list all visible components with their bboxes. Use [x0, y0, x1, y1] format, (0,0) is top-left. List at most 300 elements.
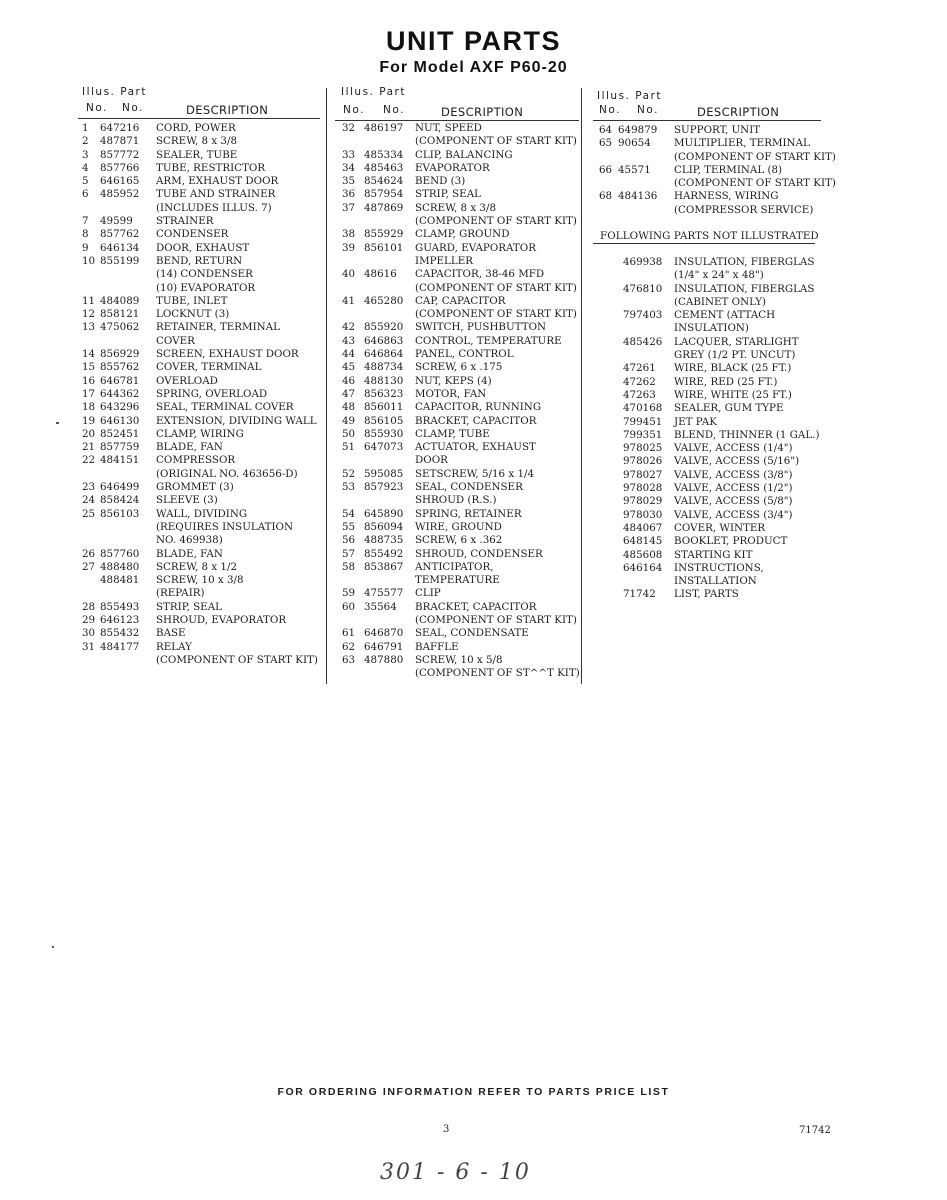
- part-description: VALVE, ACCESS (5/8"): [674, 495, 793, 508]
- scan-speck: [52, 946, 54, 948]
- part-number: 855432: [100, 627, 140, 640]
- part-number: 485334: [364, 148, 404, 161]
- part-number: 488481: [100, 574, 140, 587]
- part-description: SEALER, GUM TYPE: [674, 402, 784, 415]
- not-illustrated-rows: [593, 256, 833, 602]
- part-row: [335, 534, 581, 547]
- part-row: [335, 228, 581, 241]
- part-description: MOTOR, FAN: [415, 387, 487, 400]
- part-row: [78, 268, 320, 281]
- part-description: SCREW, 8 x 3/8: [415, 201, 497, 214]
- illus-number: 29: [82, 613, 96, 626]
- part-description: CLIP: [415, 587, 441, 600]
- not-illustrated-row: [593, 256, 833, 269]
- illus-number: 49: [342, 414, 356, 427]
- header-illus-no: No.: [599, 104, 621, 116]
- illus-number: 7: [82, 215, 89, 228]
- part-description: BRACKET, CAPACITOR: [415, 600, 537, 613]
- part-number: 646130: [100, 414, 140, 427]
- part-description: SCREW, 6 x .362: [415, 534, 503, 547]
- part-description: CAPACITOR, 38-46 MFD: [415, 268, 545, 281]
- illus-number: 5: [82, 175, 89, 188]
- part-row: [335, 175, 581, 188]
- part-row: [335, 654, 581, 667]
- part-description: SHROUD (R.S.): [415, 494, 497, 507]
- part-number: 90654: [618, 137, 651, 150]
- part-number: 488130: [364, 374, 404, 387]
- part-description: CLAMP, WIRING: [156, 427, 244, 440]
- header-part-no: No.: [122, 102, 144, 114]
- part-description: INSULATION, FIBERGLAS: [674, 282, 815, 295]
- part-number: 646134: [100, 241, 140, 254]
- illus-number: 15: [82, 361, 96, 374]
- part-description: (COMPONENT OF ST^^T KIT): [415, 667, 580, 680]
- illus-number: 38: [342, 228, 356, 241]
- part-description: SCREW, 6 x .175: [415, 361, 503, 374]
- header-illus-no: No.: [86, 102, 108, 114]
- part-row: [335, 188, 581, 201]
- part-row: [78, 454, 320, 467]
- part-description: ANTICIPATOR,: [415, 560, 494, 573]
- illus-number: 14: [82, 348, 96, 361]
- part-number: 855929: [364, 228, 404, 241]
- illus-number: 39: [342, 241, 356, 254]
- not-illustrated-row: [593, 522, 833, 535]
- header-part-no: No.: [383, 104, 405, 116]
- part-description: DOOR: [415, 454, 448, 467]
- part-row: [78, 228, 320, 241]
- part-number: 856929: [100, 348, 140, 361]
- part-row: [335, 548, 581, 561]
- part-number: 856323: [364, 387, 404, 400]
- illus-number: 28: [82, 600, 96, 613]
- part-number: 978030: [623, 508, 663, 521]
- header-illus-part: Illus. Part: [82, 86, 147, 98]
- part-description: SPRING, OVERLOAD: [156, 387, 268, 400]
- part-number: 853867: [364, 560, 404, 573]
- illus-number: 32: [342, 122, 356, 134]
- handwritten-note: 301 - 6 - 10: [380, 1160, 531, 1185]
- part-row: [78, 308, 320, 321]
- part-description: CEMENT (ATTACH: [674, 309, 776, 322]
- part-description: CAP, CAPACITOR: [415, 294, 506, 307]
- part-row: [78, 162, 320, 175]
- part-number: 475577: [364, 587, 404, 600]
- part-description: INSULATION, FIBERGLAS: [674, 256, 815, 268]
- part-row: [78, 175, 320, 188]
- illus-number: 1: [82, 122, 89, 134]
- part-description: RETAINER, TERMINAL: [156, 321, 280, 334]
- part-number: 484136: [618, 190, 658, 203]
- not-illustrated-row: [593, 562, 833, 575]
- part-number: 856105: [364, 414, 404, 427]
- not-illustrated-row: [593, 416, 833, 429]
- part-row: [78, 321, 320, 334]
- page-subtitle: For Model AXF P60-20: [379, 59, 568, 76]
- part-row: [78, 508, 320, 521]
- part-row: [78, 441, 320, 454]
- part-row: [78, 627, 320, 640]
- part-number: 469938: [623, 256, 663, 268]
- illus-number: 48: [342, 401, 356, 414]
- part-number: 644362: [100, 387, 140, 400]
- part-number: 978026: [623, 455, 663, 468]
- part-description: COVER, TERMINAL: [156, 361, 262, 374]
- part-row: [335, 521, 581, 534]
- illus-number: 31: [82, 640, 96, 653]
- ordering-note: FOR ORDERING INFORMATION REFER TO PARTS PRICE LIST: [277, 1086, 670, 1098]
- part-number: 649879: [618, 124, 658, 136]
- part-number: 855920: [364, 321, 404, 334]
- illus-number: 8: [82, 228, 89, 241]
- header-rule: [78, 118, 320, 119]
- not-illustrated-row: [593, 455, 833, 468]
- part-row: [335, 441, 581, 454]
- part-number: 487880: [364, 653, 404, 666]
- part-description: COVER, WINTER: [674, 521, 766, 534]
- part-number: 978025: [623, 442, 663, 455]
- part-row: [78, 335, 320, 348]
- part-number: 485952: [100, 188, 140, 201]
- part-description: BLEND, THINNER (1 GAL.): [674, 428, 820, 441]
- part-row: [335, 601, 581, 614]
- part-description: BOOKLET, PRODUCT: [674, 535, 788, 548]
- part-description: HARNESS, WIRING: [674, 190, 779, 203]
- illus-number: 2: [82, 135, 89, 148]
- part-row: [78, 388, 320, 401]
- part-description: ACTUATOR, EXHAUST: [415, 441, 536, 454]
- part-row: [78, 401, 320, 414]
- part-row: [78, 122, 320, 135]
- part-row: [335, 587, 581, 600]
- part-description: CLAMP, TUBE: [415, 427, 490, 440]
- illus-number: 52: [342, 467, 356, 480]
- part-description: VALVE, ACCESS (1/4"): [674, 442, 793, 455]
- illus-number: 11: [82, 294, 96, 307]
- not-illustrated-row: [593, 349, 833, 362]
- part-number: 476810: [623, 282, 663, 295]
- part-number: 857772: [100, 148, 140, 161]
- part-description: DOOR, EXHAUST: [156, 241, 250, 254]
- part-description: INSTALLATION: [674, 575, 757, 588]
- part-description: WIRE, WHITE (25 FT.): [674, 388, 792, 401]
- part-description: SWITCH, PUSHBUTTON: [415, 321, 547, 334]
- illus-number: 44: [342, 348, 356, 361]
- part-description: PANEL, CONTROL: [415, 348, 514, 361]
- parts-rows-1: [78, 122, 320, 667]
- illus-number: 50: [342, 427, 356, 440]
- part-number: 978027: [623, 468, 663, 481]
- illus-number: 61: [342, 627, 356, 640]
- illus-number: 45: [342, 361, 356, 374]
- part-description: (REQUIRES INSULATION: [156, 520, 293, 533]
- part-row: [335, 149, 581, 162]
- part-row: [335, 627, 581, 640]
- part-number: 855493: [100, 600, 140, 613]
- part-number: 855492: [364, 547, 404, 560]
- part-description: SEAL, TERMINAL COVER: [156, 401, 294, 414]
- not-illustrated-row: [593, 495, 833, 508]
- illus-number: 17: [82, 387, 96, 400]
- part-row: [335, 468, 581, 481]
- part-description: (COMPONENT OF START KIT): [415, 308, 577, 321]
- part-row: [335, 614, 581, 627]
- part-row: [335, 375, 581, 388]
- part-description: TUBE, RESTRICTOR: [156, 161, 266, 174]
- part-row: [335, 162, 581, 175]
- part-number: 646499: [100, 481, 140, 494]
- part-description: SCREW, 8 x 1/2: [156, 560, 238, 573]
- part-row: [335, 388, 581, 401]
- part-row: [335, 135, 581, 148]
- part-number: 978028: [623, 482, 663, 495]
- part-number: 646791: [364, 640, 404, 653]
- part-description: SCREW, 10 x 3/8: [156, 574, 244, 587]
- illus-number: 58: [342, 560, 356, 573]
- part-number: 646164: [623, 561, 663, 574]
- part-number: 647073: [364, 441, 404, 454]
- part-number: 484177: [100, 640, 140, 653]
- part-row: [335, 268, 581, 281]
- part-description: GUARD, EVAPORATOR: [415, 241, 536, 254]
- illus-number: 21: [82, 441, 96, 454]
- part-number: 646863: [364, 334, 404, 347]
- illus-number: 3: [82, 148, 89, 161]
- illus-number: 22: [82, 454, 96, 467]
- part-row: [78, 255, 320, 268]
- part-row: [593, 204, 833, 217]
- part-row: [335, 508, 581, 521]
- part-description: INSULATION): [674, 322, 749, 335]
- part-description: SUPPORT, UNIT: [674, 124, 761, 136]
- part-row: [593, 164, 833, 177]
- part-row: [78, 375, 320, 388]
- part-description: BAFFLE: [415, 640, 459, 653]
- part-row: [335, 348, 581, 361]
- part-description: LOCKNUT (3): [156, 308, 230, 321]
- part-description: (1/4" x 24" x 48"): [674, 269, 764, 282]
- illus-number: 42: [342, 321, 356, 334]
- part-row: [593, 137, 833, 150]
- not-illustrated-title: FOLLOWING PARTS NOT ILLUSTRATED: [600, 230, 819, 242]
- part-row: [78, 282, 320, 295]
- page-number: 3: [443, 1124, 450, 1135]
- part-row: [335, 641, 581, 654]
- part-description: COVER: [156, 334, 195, 347]
- part-row: [78, 135, 320, 148]
- part-row: [78, 641, 320, 654]
- part-number: 799451: [623, 415, 663, 428]
- illus-number: 16: [82, 374, 96, 387]
- part-description: BASE: [156, 627, 186, 640]
- illus-number: 64: [599, 124, 613, 136]
- not-illustrated-row: [593, 362, 833, 375]
- header-description: DESCRIPTION: [186, 103, 269, 117]
- part-description: SHROUD, EVAPORATOR: [156, 613, 287, 626]
- part-number: 856103: [100, 507, 140, 520]
- part-number: 71742: [623, 588, 656, 601]
- illus-number: 12: [82, 308, 96, 321]
- part-number: 47261: [623, 362, 656, 375]
- part-row: [335, 122, 581, 135]
- not-illustrated-row: [593, 322, 833, 335]
- part-description: SPRING, RETAINER: [415, 507, 522, 520]
- part-description: (14) CONDENSER: [156, 268, 253, 281]
- part-row: [78, 601, 320, 614]
- part-row: [78, 215, 320, 228]
- not-illustrated-row: [593, 296, 833, 309]
- part-row: [78, 348, 320, 361]
- part-description: SEAL, CONDENSATE: [415, 627, 529, 640]
- illus-number: 6: [82, 188, 89, 201]
- part-description: (COMPONENT OF START KIT): [415, 613, 577, 626]
- not-illustrated-row: [593, 389, 833, 402]
- not-illustrated-row: [593, 535, 833, 548]
- part-number: 855930: [364, 427, 404, 440]
- part-description: LACQUER, STARLIGHT: [674, 335, 799, 348]
- part-description: TEMPERATURE: [415, 574, 500, 587]
- illus-number: 43: [342, 334, 356, 347]
- part-number: 45571: [618, 163, 651, 176]
- part-description: NUT, SPEED: [415, 122, 482, 134]
- part-number: 465280: [364, 294, 404, 307]
- page-title: UNIT PARTS: [386, 26, 561, 56]
- part-description: LIST, PARTS: [674, 588, 739, 601]
- part-row: [335, 202, 581, 215]
- illus-number: 9: [82, 241, 89, 254]
- not-illustrated-row: [593, 402, 833, 415]
- part-description: SLEEVE (3): [156, 494, 218, 507]
- part-number: 858121: [100, 308, 140, 321]
- part-description: BLADE, FAN: [156, 547, 223, 560]
- part-number: 485426: [623, 335, 663, 348]
- part-number: 647216: [100, 122, 140, 134]
- part-row: [335, 481, 581, 494]
- part-number: 47263: [623, 388, 656, 401]
- part-description: STRIP, SEAL: [415, 188, 481, 201]
- illus-number: 68: [599, 190, 613, 203]
- header-description: DESCRIPTION: [441, 105, 524, 119]
- part-row: [78, 428, 320, 441]
- part-number: 646123: [100, 613, 140, 626]
- part-number: 856094: [364, 520, 404, 533]
- illus-number: 13: [82, 321, 96, 334]
- part-description: WALL, DIVIDING: [156, 507, 248, 520]
- part-description: (COMPRESSOR SERVICE): [674, 203, 814, 216]
- part-row: [78, 242, 320, 255]
- part-description: WIRE, GROUND: [415, 520, 502, 533]
- part-description: (COMPONENT OF START KIT): [674, 177, 836, 190]
- not-illustrated-row: [593, 376, 833, 389]
- part-description: INSTRUCTIONS,: [674, 561, 764, 574]
- part-description: TUBE, INLET: [156, 294, 228, 307]
- header-illus-part: Illus. Part: [341, 86, 406, 98]
- part-number: 858424: [100, 494, 140, 507]
- part-number: 856101: [364, 241, 404, 254]
- part-description: ARM, EXHAUST DOOR: [156, 175, 279, 188]
- part-row: [593, 190, 833, 203]
- part-row: [78, 468, 320, 481]
- part-number: 799351: [623, 428, 663, 441]
- part-description: (COMPONENT OF START KIT): [415, 215, 577, 228]
- part-number: 857954: [364, 188, 404, 201]
- part-description: CONDENSER: [156, 228, 229, 241]
- illus-number: 35: [342, 175, 356, 188]
- part-row: [593, 177, 836, 190]
- part-description: EXTENSION, DIVIDING WALL: [156, 414, 317, 427]
- part-description: GROMMET (3): [156, 481, 234, 494]
- column-divider: [581, 88, 582, 684]
- part-description: VALVE, ACCESS (3/8"): [674, 468, 793, 481]
- illus-number: 65: [599, 137, 613, 150]
- part-description: SCREW, 8 x 3/8: [156, 135, 238, 148]
- part-row: [78, 587, 320, 600]
- header-illus-no: No.: [343, 104, 365, 116]
- part-description: CLIP, BALANCING: [415, 148, 513, 161]
- part-number: 49599: [100, 215, 133, 228]
- part-number: 487871: [100, 135, 140, 148]
- part-number: 646870: [364, 627, 404, 640]
- part-description: (10) EVAPORATOR: [156, 281, 256, 294]
- part-description: STRAINER: [156, 215, 214, 228]
- part-number: 857759: [100, 441, 140, 454]
- not-illustrated-row: [593, 336, 833, 349]
- illus-number: 62: [342, 640, 356, 653]
- illus-number: 26: [82, 547, 96, 560]
- part-row: [78, 654, 320, 667]
- part-number: 475062: [100, 321, 140, 334]
- header-illus-part: Illus. Part: [597, 90, 662, 102]
- part-description: WIRE, RED (25 FT.): [674, 375, 778, 388]
- not-illustrated-row: [593, 442, 833, 455]
- part-row: [335, 454, 581, 467]
- part-description: JET PAK: [674, 415, 717, 428]
- part-number: 854624: [364, 175, 404, 188]
- illus-number: 41: [342, 294, 356, 307]
- illus-number: 20: [82, 427, 96, 440]
- part-row: [78, 614, 320, 627]
- part-number: 855199: [100, 254, 140, 267]
- part-number: 646781: [100, 374, 140, 387]
- part-number: 852451: [100, 427, 140, 440]
- not-illustrated-row: [593, 429, 833, 442]
- part-number: 646864: [364, 348, 404, 361]
- part-row: [78, 202, 320, 215]
- illus-number: 30: [82, 627, 96, 640]
- part-description: WIRE, BLACK (25 FT.): [674, 362, 792, 375]
- part-description: RELAY: [156, 640, 192, 653]
- part-number: 485608: [623, 548, 663, 561]
- part-row: [335, 494, 581, 507]
- part-row: [335, 574, 581, 587]
- part-row: [335, 295, 581, 308]
- part-description: CONTROL, TEMPERATURE: [415, 334, 562, 347]
- part-description: EVAPORATOR: [415, 161, 490, 174]
- part-number: 978029: [623, 495, 663, 508]
- illus-number: 37: [342, 201, 356, 214]
- part-row: [78, 561, 320, 574]
- illus-number: 55: [342, 520, 356, 533]
- header-rule: [593, 120, 821, 121]
- section-rule: [593, 243, 815, 244]
- part-number: 484067: [623, 521, 663, 534]
- not-illustrated-row: [593, 469, 833, 482]
- part-row: [335, 361, 581, 374]
- illus-number: 56: [342, 534, 356, 547]
- illus-number: 40: [342, 268, 356, 281]
- header-description: DESCRIPTION: [697, 105, 780, 119]
- part-description: (ORIGINAL NO. 463656-D): [156, 467, 298, 480]
